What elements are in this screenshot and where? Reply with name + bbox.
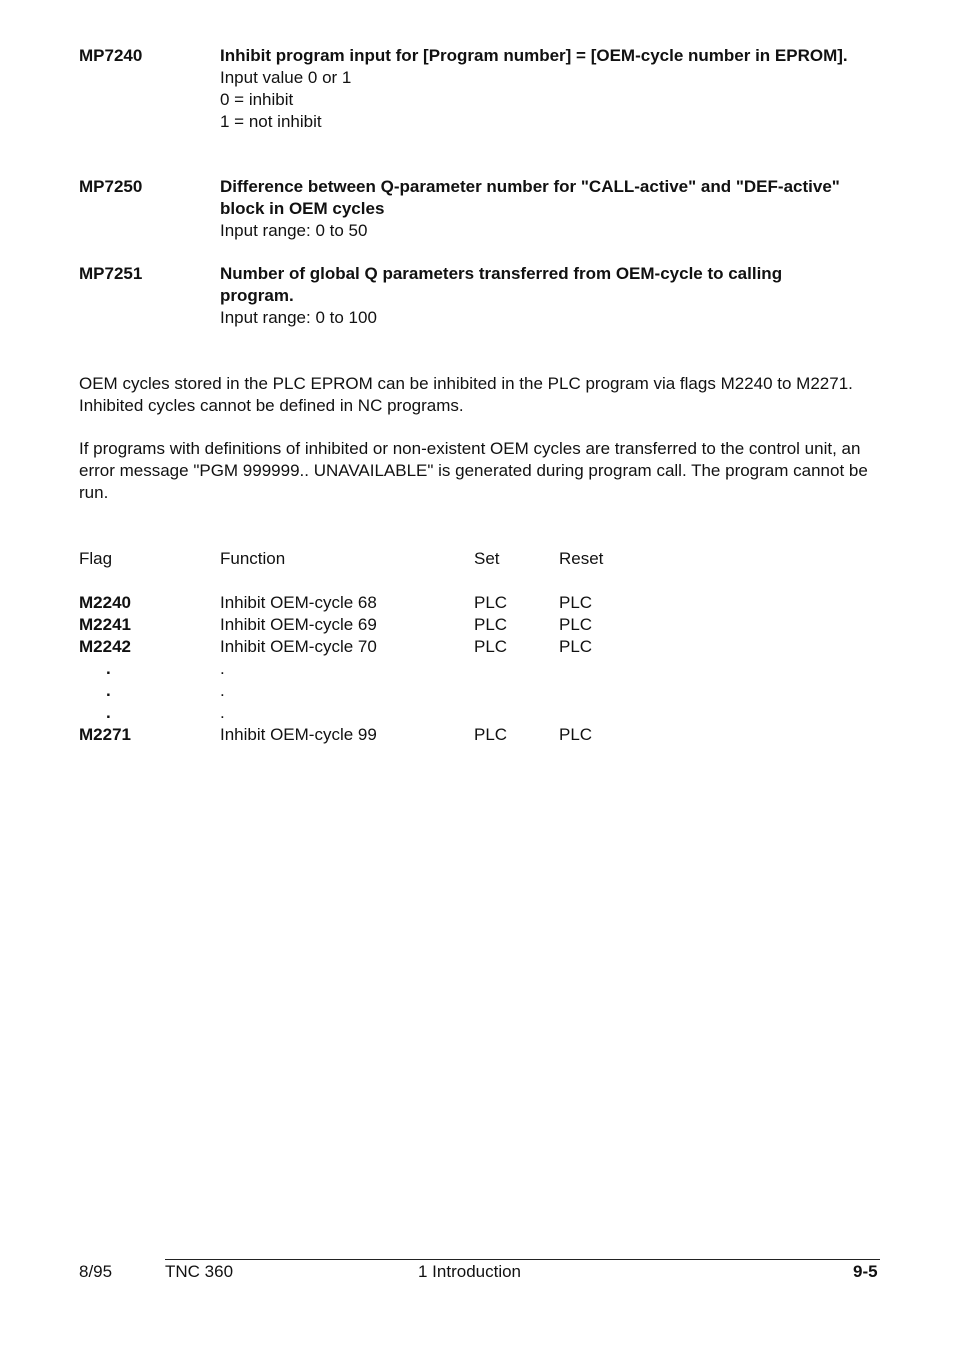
ellipsis-dot: . bbox=[106, 659, 111, 678]
ellipsis-dot: . bbox=[220, 659, 225, 678]
param-line: Input range: 0 to 100 bbox=[220, 308, 377, 327]
function-cell: Inhibit OEM-cycle 99 bbox=[220, 725, 377, 744]
table-row bbox=[79, 592, 679, 614]
footer-chapter: 1 Introduction bbox=[418, 1262, 522, 1281]
ellipsis-dot: . bbox=[106, 703, 111, 722]
param-title: Difference between Q-parameter number for "CALL-active" and "DEF-active" block in OEM cycles bbox=[220, 177, 840, 218]
table-header: Set bbox=[474, 549, 500, 568]
ellipsis-row bbox=[79, 658, 679, 680]
set-cell: PLC bbox=[474, 593, 508, 612]
table-row bbox=[79, 614, 679, 636]
param-id: MP7250 bbox=[79, 177, 143, 196]
footer-date: 8/95 bbox=[79, 1262, 113, 1281]
flag-cell: M2271 bbox=[79, 725, 131, 744]
param-id: MP7251 bbox=[79, 264, 143, 283]
page-number: 9-5 bbox=[853, 1262, 878, 1281]
footer-rule bbox=[165, 1259, 880, 1260]
function-cell: Inhibit OEM-cycle 70 bbox=[220, 637, 377, 656]
flag-cell: M2240 bbox=[79, 593, 131, 612]
ellipsis-row bbox=[79, 702, 679, 724]
table-header: Function bbox=[220, 549, 286, 568]
param-line: Input range: 0 to 50 bbox=[220, 221, 368, 240]
param-body bbox=[220, 263, 840, 329]
table-header: Flag bbox=[79, 549, 113, 568]
param-title: Inhibit program input for [Program number] = [OEM-cycle number in EPROM]. bbox=[220, 46, 848, 65]
param-body bbox=[220, 176, 885, 242]
function-cell: Inhibit OEM-cycle 69 bbox=[220, 615, 377, 634]
footer-model: TNC 360 bbox=[165, 1262, 234, 1281]
table-row bbox=[79, 724, 679, 746]
set-cell: PLC bbox=[474, 725, 508, 744]
reset-cell: PLC bbox=[559, 615, 593, 634]
paragraph: If programs with definitions of inhibited or non-existent OEM cycles are transferred to the control unit, an error message "PGM 999999.. UNAVAILABLE" is generated during program call. The program cannot be run. bbox=[79, 439, 868, 502]
set-cell: PLC bbox=[474, 615, 508, 634]
param-id: MP7240 bbox=[79, 46, 143, 65]
table-header: Reset bbox=[559, 549, 604, 568]
flag-cell: M2241 bbox=[79, 615, 131, 634]
table-header-row bbox=[79, 548, 679, 570]
param-line: Input value 0 or 1 bbox=[220, 68, 352, 87]
table-row bbox=[79, 636, 679, 658]
ellipsis-dot: . bbox=[106, 681, 111, 700]
function-cell: Inhibit OEM-cycle 68 bbox=[220, 593, 377, 612]
ellipsis-row bbox=[79, 680, 679, 702]
param-line: 0 = inhibit bbox=[220, 90, 294, 109]
set-cell: PLC bbox=[474, 637, 508, 656]
ellipsis-dot: . bbox=[220, 681, 225, 700]
flag-cell: M2242 bbox=[79, 637, 131, 656]
param-title: Number of global Q parameters transferred from OEM-cycle to calling program. bbox=[220, 264, 783, 305]
ellipsis-dot: . bbox=[220, 703, 225, 722]
reset-cell: PLC bbox=[559, 725, 593, 744]
reset-cell: PLC bbox=[559, 637, 593, 656]
paragraph: OEM cycles stored in the PLC EPROM can be inhibited in the PLC program via flags M2240 to M2271. Inhibited cycles cannot be defined in NC programs. bbox=[79, 374, 853, 415]
param-body bbox=[220, 45, 885, 133]
reset-cell: PLC bbox=[559, 593, 593, 612]
param-line: 1 = not inhibit bbox=[220, 112, 322, 131]
